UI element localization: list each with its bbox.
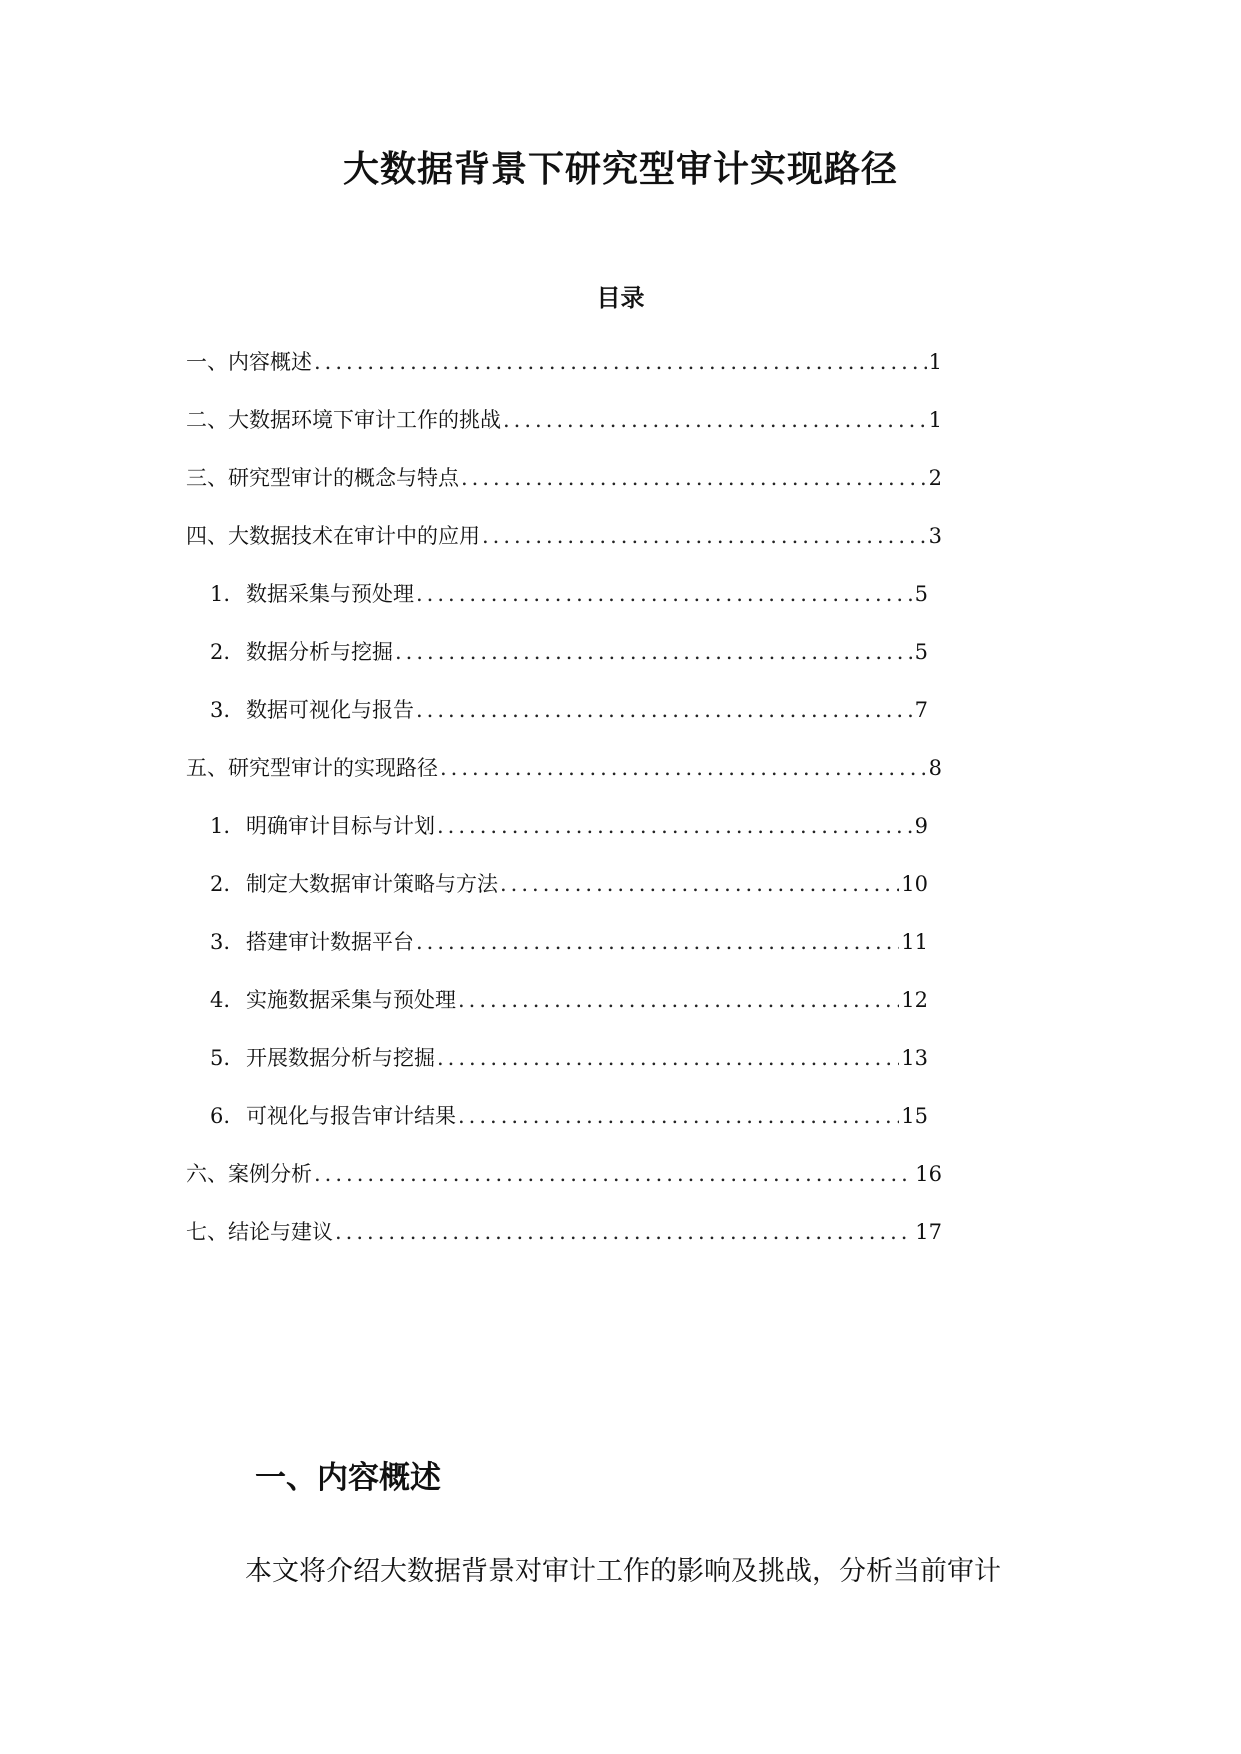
- toc-page-number: 12: [901, 988, 928, 1012]
- toc-entry[interactable]: [210, 1101, 928, 1131]
- toc-page-number: 7: [914, 698, 928, 722]
- toc-entry[interactable]: [186, 1217, 942, 1247]
- toc-page-number: 2: [928, 466, 942, 490]
- toc-entry-number: 1.: [210, 582, 231, 606]
- toc-entry-label: 数据分析与挖掘: [246, 640, 393, 664]
- toc-page-number: 10: [901, 872, 928, 896]
- toc-entry-number: 5.: [210, 1046, 231, 1070]
- toc-dot-leader: [437, 1043, 899, 1073]
- toc-dot-leader: [314, 347, 927, 377]
- toc-entry-label: 三、研究型审计的概念与特点: [186, 466, 459, 490]
- toc-entry-label: 数据采集与预处理: [246, 582, 414, 606]
- toc-dot-leader: [482, 521, 927, 551]
- toc-dot-leader: [500, 869, 899, 899]
- toc-entry[interactable]: [186, 521, 942, 551]
- toc-entry-number: 2.: [210, 872, 231, 896]
- toc-entry[interactable]: [210, 985, 928, 1015]
- toc-entry-label: 一、内容概述: [186, 350, 312, 374]
- toc-dot-leader: [335, 1217, 913, 1247]
- toc-page-number: 1: [928, 408, 942, 432]
- toc-page-number: 9: [914, 814, 928, 838]
- toc-dot-leader: [395, 637, 913, 667]
- toc-entry[interactable]: [186, 405, 942, 435]
- toc-entry-label: 开展数据分析与挖掘: [246, 1046, 435, 1070]
- toc-entry-label: 七、结论与建议: [186, 1220, 333, 1244]
- toc-entry-number: 4.: [210, 988, 231, 1012]
- toc-entry[interactable]: [186, 347, 942, 377]
- toc-dot-leader: [314, 1159, 913, 1189]
- toc-page-number: 11: [901, 930, 928, 954]
- toc-page-number: 15: [901, 1104, 928, 1128]
- toc-entry[interactable]: [210, 579, 928, 609]
- toc-entry[interactable]: [210, 637, 928, 667]
- toc-entry-label: 可视化与报告审计结果: [246, 1104, 456, 1128]
- toc-entry[interactable]: [210, 1043, 928, 1073]
- toc-dot-leader: [503, 405, 927, 435]
- toc-entry-label: 制定大数据审计策略与方法: [246, 872, 498, 896]
- toc-entry-number: 3.: [210, 698, 231, 722]
- toc-dot-leader: [416, 579, 913, 609]
- body-paragraph: 本文将介绍大数据背景对审计工作的影响及挑战，分析当前审计: [245, 1556, 1001, 1587]
- toc-entry-label: 二、大数据环境下审计工作的挑战: [186, 408, 501, 432]
- toc-entry-label: 明确审计目标与计划: [246, 814, 435, 838]
- toc-entry[interactable]: [210, 927, 928, 957]
- toc-entry-label: 实施数据采集与预处理: [246, 988, 456, 1012]
- toc-dot-leader: [416, 695, 913, 725]
- toc-page-number: 8: [928, 756, 942, 780]
- toc-dot-leader: [458, 1101, 899, 1131]
- toc-entry[interactable]: [186, 753, 942, 783]
- toc-page-number: 3: [928, 524, 942, 548]
- toc-dot-leader: [416, 927, 899, 957]
- toc-entry-label: 搭建审计数据平台: [246, 930, 414, 954]
- section-heading: 一、内容概述: [255, 1460, 441, 1496]
- toc-dot-leader: [437, 811, 913, 841]
- document-title: 大数据背景下研究型审计实现路径: [342, 149, 898, 190]
- toc-entry-label: 六、案例分析: [186, 1162, 312, 1186]
- toc-page-number: 13: [901, 1046, 928, 1070]
- toc-entry-number: 2.: [210, 640, 231, 664]
- toc-dot-leader: [461, 463, 927, 493]
- toc-entry[interactable]: [210, 811, 928, 841]
- toc-heading: 目录: [596, 284, 645, 312]
- toc-entry[interactable]: [210, 869, 928, 899]
- toc-page-number: 17: [915, 1220, 942, 1244]
- toc-entry-label: 五、研究型审计的实现路径: [186, 756, 438, 780]
- toc-page-number: 5: [914, 582, 928, 606]
- toc-entry[interactable]: [186, 463, 942, 493]
- toc-page-number: 1: [928, 350, 942, 374]
- toc-entry-number: 1.: [210, 814, 231, 838]
- toc-entry[interactable]: [210, 695, 928, 725]
- toc-page-number: 5: [914, 640, 928, 664]
- toc-entry-label: 四、大数据技术在审计中的应用: [186, 524, 480, 548]
- toc-entry-number: 3.: [210, 930, 231, 954]
- toc-dot-leader: [458, 985, 899, 1015]
- toc-dot-leader: [440, 753, 927, 783]
- toc-entry[interactable]: [186, 1159, 942, 1189]
- toc-entry-number: 6.: [210, 1104, 231, 1128]
- toc-entry-label: 数据可视化与报告: [246, 698, 414, 722]
- toc-page-number: 16: [915, 1162, 942, 1186]
